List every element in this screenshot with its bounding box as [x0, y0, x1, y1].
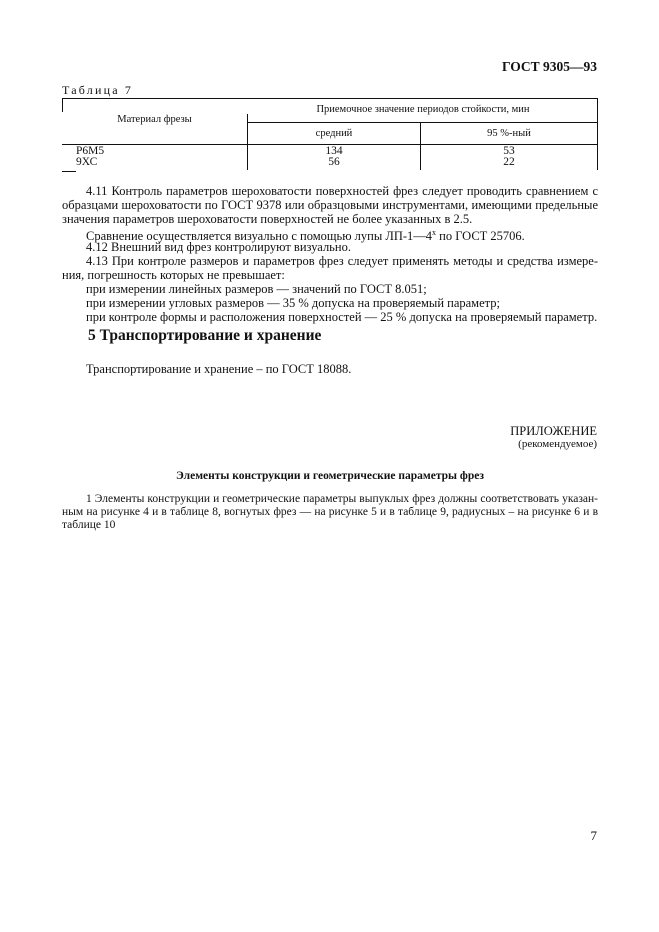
clause-4-11-line: 4.11 Контроль параметров шероховатости поверхностей фрез следует проводить сравнением с [86, 184, 598, 198]
section-5-body [62, 362, 598, 376]
row-2-average: 56 [328, 156, 340, 168]
appendix-label: ПРИЛОЖЕНИЕ [510, 424, 597, 438]
section-5-heading: 5 Транспортирование и хранение [88, 327, 322, 344]
clause-4-12 [62, 240, 598, 254]
table-subheader-rule [247, 122, 598, 123]
clause-4-13-item: при измерении угловых размеров — 35 % допуска на проверяемый параметр; [86, 296, 500, 310]
clause-4-13 [62, 254, 598, 324]
table-top-rule [62, 98, 598, 99]
header-95-percent: 95 %-ный [487, 128, 531, 139]
header-acceptance-value: Приемочное значение периодов стойкости, мин [316, 104, 530, 115]
clause-4-13-line: 4.13 При контроле размеров и параметров фрез следует применять методы и средства измере- [86, 254, 598, 268]
appendix-label-block [510, 425, 597, 451]
row-1-average: 134 [325, 145, 343, 157]
appendix-paragraph [62, 493, 598, 532]
clause-4-11-line: значения параметров шероховатости поверхностей не более указанных в 2.5. [62, 212, 473, 226]
section-5-text: Транспортирование и хранение – по ГОСТ 18088. [86, 362, 352, 376]
header-average: средний [315, 128, 353, 139]
appendix-line: 1 Элементы конструкции и геометрические параметры выпуклых фрез должны соответствовать указан- [86, 493, 598, 505]
row-1-material: Р6М5 [76, 145, 105, 157]
document-code: ГОСТ 9305—93 [501, 59, 597, 74]
row-2-95: 22 [503, 156, 515, 168]
clause-4-13-item: при измерении линейных размеров — значений по ГОСТ 8.051; [86, 282, 427, 296]
appendix-sublabel: (рекомендуемое) [518, 438, 597, 450]
comparison-superscript: х [432, 228, 437, 237]
comparison-standard: по ГОСТ 25706. [436, 229, 525, 244]
table-bottom-tick [62, 171, 76, 172]
page-number: 7 [590, 828, 597, 843]
row-2-material: 9ХС [76, 156, 98, 168]
clause-4-11 [62, 184, 598, 226]
appendix-title: Элементы конструкции и геометрические параметры фрез [176, 470, 484, 482]
comparison-text: Сравнение осуществляется визуально с помощью лупы ЛП-1—4 [86, 229, 433, 244]
table-caption: Таблица 7 [62, 83, 134, 97]
appendix-line: таблице 10 [62, 519, 116, 531]
clause-4-11-line: образцами шероховатости по ГОСТ 9378 или образцовыми инструментами, имеющими предельные [62, 198, 598, 212]
clause-4-13-item: при контроле формы и расположения поверхностей — 25 % допуска на проверяемый параметр. [86, 310, 598, 324]
header-material: Материал фрезы [117, 114, 192, 125]
table-left-tick [62, 98, 63, 112]
clause-4-13-line: ния, погрешность которых не превышает: [62, 268, 285, 282]
appendix-line: ным на рисунке 4 и в таблице 8, вогнутых фрез — на рисунке 5 и в таблице 9, радиусных – на рисунке 6 и в [62, 506, 598, 518]
row-1-95: 53 [503, 145, 515, 157]
clause-4-12-text: 4.12 Внешний вид фрез контролируют визуально. [86, 240, 351, 254]
table-7 [62, 98, 598, 174]
